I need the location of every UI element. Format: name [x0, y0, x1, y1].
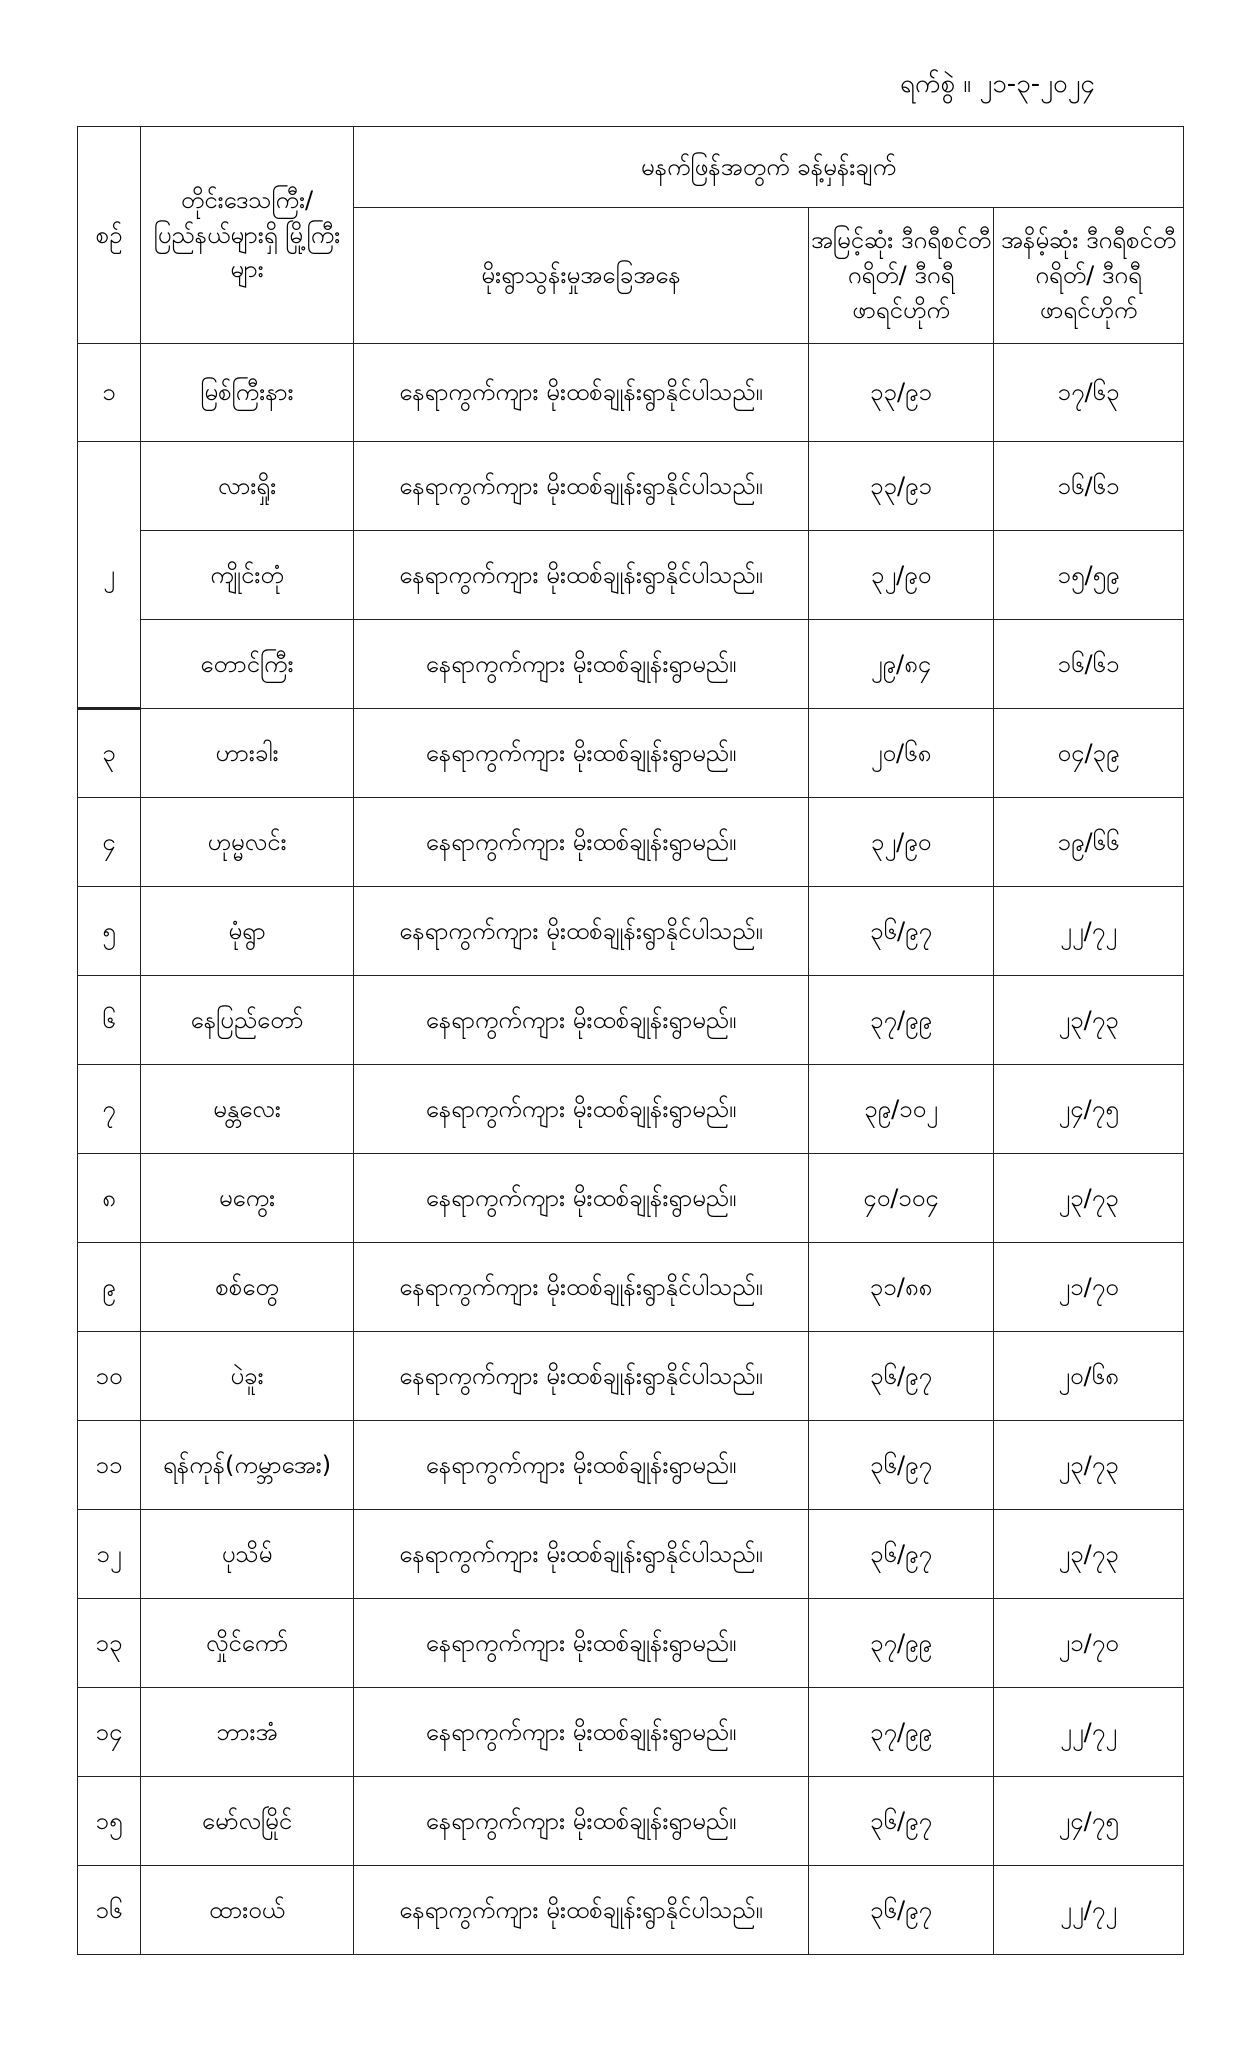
serial-no: ၁၄ [78, 1688, 141, 1777]
city-name: ဟုမ္မလင်း [141, 798, 354, 887]
table-row [78, 798, 1184, 887]
city-name: စစ်တွေ [141, 1243, 354, 1332]
max-temp: ၃၆/၉၇ [809, 1421, 994, 1510]
serial-no: ၁၃ [78, 1599, 141, 1688]
min-temp: ၂၃/၇၃ [994, 1510, 1184, 1599]
city-name: လှိုင်ကော် [141, 1599, 354, 1688]
serial-no: ၁ [78, 344, 141, 442]
city-name: မန္တလေး [141, 1065, 354, 1154]
table-row [78, 1599, 1184, 1688]
city-name: ထားဝယ် [141, 1866, 354, 1955]
min-temp: ၂၃/၇၃ [994, 1421, 1184, 1510]
city-name: ဟားခါး [141, 709, 354, 798]
min-temp: ၂၃/၇၃ [994, 976, 1184, 1065]
table-row [78, 1777, 1184, 1866]
min-temp: ၂၁/၇၀ [994, 1599, 1184, 1688]
rain-condition: နေရာကွက်ကျား မိုးထစ်ချုန်းရွာနိုင်ပါသည်။ [354, 344, 809, 442]
min-temp: ၂၄/၇၅ [994, 1777, 1184, 1866]
header-row-top [78, 127, 1184, 208]
city-name: ရန်ကုန်(ကမ္ဘာအေး) [141, 1421, 354, 1510]
table-row [78, 1154, 1184, 1243]
max-temp: ၃၇/၉၉ [809, 976, 994, 1065]
max-temp: ၃၃/၉၁ [809, 442, 994, 531]
header-min-temp: အနိမ့်ဆုံး ဒီဂရီစင်တီဂရိတ်/ ဒီဂရီဖာရင်ဟိုက် [994, 208, 1184, 344]
min-temp: ၁၆/၆၁ [994, 620, 1184, 709]
city-name: ပဲခူး [141, 1332, 354, 1421]
max-temp: ၂၉/၈၄ [809, 620, 994, 709]
min-temp: ၁၅/၅၉ [994, 531, 1184, 620]
rain-condition: နေရာကွက်ကျား မိုးထစ်ချုန်းရွာနိုင်ပါသည်။ [354, 531, 809, 620]
max-temp: ၂၀/၆၈ [809, 709, 994, 798]
forecast-table [77, 126, 1184, 1955]
table-row [78, 1332, 1184, 1421]
serial-no: ၆ [78, 976, 141, 1065]
header-max-temp: အမြင့်ဆုံး ဒီဂရီစင်တီဂရိတ်/ ဒီဂရီဖာရင်ဟိုက် [809, 208, 994, 344]
header-serial-no: စဉ် [78, 127, 141, 344]
table-row [78, 620, 1184, 709]
header-rain-condition: မိုးရွာသွန်းမှုအခြေအနေ [354, 208, 809, 344]
rain-condition: နေရာကွက်ကျား မိုးထစ်ချုန်းရွာမည်။ [354, 709, 809, 798]
rain-condition: နေရာကွက်ကျား မိုးထစ်ချုန်းရွာမည်။ [354, 1599, 809, 1688]
min-temp: ၁၉/၆၆ [994, 798, 1184, 887]
rain-condition: နေရာကွက်ကျား မိုးထစ်ချုန်းရွာမည်။ [354, 1421, 809, 1510]
table-row [78, 1421, 1184, 1510]
max-temp: ၃၉/၁၀၂ [809, 1065, 994, 1154]
max-temp: ၃၂/၉၀ [809, 531, 994, 620]
rain-condition: နေရာကွက်ကျား မိုးထစ်ချုန်းရွာမည်။ [354, 1688, 809, 1777]
header-city: တိုင်းဒေသကြီး/ ပြည်နယ်များရှိ မြို့ကြီးများ [141, 127, 354, 344]
city-name: ဘားအံ [141, 1688, 354, 1777]
city-name: မကွေး [141, 1154, 354, 1243]
rain-condition: နေရာကွက်ကျား မိုးထစ်ချုန်းရွာမည်။ [354, 798, 809, 887]
max-temp: ၄၀/၁၀၄ [809, 1154, 994, 1243]
min-temp: ၁၆/၆၁ [994, 442, 1184, 531]
table-row [78, 1866, 1184, 1955]
serial-no: ၄ [78, 798, 141, 887]
serial-no: ၅ [78, 887, 141, 976]
city-name: နေပြည်တော် [141, 976, 354, 1065]
rain-condition: နေရာကွက်ကျား မိုးထစ်ချုန်းရွာနိုင်ပါသည်။ [354, 1332, 809, 1421]
serial-no: ၁၀ [78, 1332, 141, 1421]
max-temp: ၃၇/၉၉ [809, 1688, 994, 1777]
header-forecast-group: မနက်ဖြန်အတွက် ခန့်မှန်းချက် [354, 127, 1184, 208]
max-temp: ၃၂/၉၀ [809, 798, 994, 887]
serial-no: ၁၂ [78, 1510, 141, 1599]
min-temp: ၁၇/၆၃ [994, 344, 1184, 442]
table-row [78, 1510, 1184, 1599]
table-row [78, 887, 1184, 976]
city-name: မော်လမြိုင် [141, 1777, 354, 1866]
max-temp: ၃၇/၉၉ [809, 1599, 994, 1688]
rain-condition: နေရာကွက်ကျား မိုးထစ်ချုန်းရွာနိုင်ပါသည်။ [354, 887, 809, 976]
city-name: တောင်ကြီး [141, 620, 354, 709]
serial-no: ၁၆ [78, 1866, 141, 1955]
min-temp: ၂၃/၇၃ [994, 1154, 1184, 1243]
serial-no: ၃ [78, 709, 141, 798]
city-name: လားရှိုး [141, 442, 354, 531]
serial-no: ၈ [78, 1154, 141, 1243]
rain-condition: နေရာကွက်ကျား မိုးထစ်ချုန်းရွာနိုင်ပါသည်။ [354, 1510, 809, 1599]
max-temp: ၃၆/၉၇ [809, 1866, 994, 1955]
max-temp: ၃၁/၈၈ [809, 1243, 994, 1332]
min-temp: ၂၂/၇၂ [994, 1866, 1184, 1955]
city-name: ပုသိမ် [141, 1510, 354, 1599]
table-row [78, 1243, 1184, 1332]
max-temp: ၃၆/၉၇ [809, 1332, 994, 1421]
city-name: မြစ်ကြီးနား [141, 344, 354, 442]
city-name: မုံရွာ [141, 887, 354, 976]
report-date: ရက်စွဲ ။ ၂၁-၃-၂၀၂၄ [900, 69, 1095, 99]
max-temp: ၃၆/၉၇ [809, 887, 994, 976]
serial-no: ၁၁ [78, 1421, 141, 1510]
rain-condition: နေရာကွက်ကျား မိုးထစ်ချုန်းရွာမည်။ [354, 1777, 809, 1866]
city-name: ကျိုင်းတုံ [141, 531, 354, 620]
rain-condition: နေရာကွက်ကျား မိုးထစ်ချုန်းရွာနိုင်ပါသည်။ [354, 1866, 809, 1955]
table-row [78, 1688, 1184, 1777]
min-temp: ၀၄/၃၉ [994, 709, 1184, 798]
table-row [78, 344, 1184, 442]
serial-no: ၇ [78, 1065, 141, 1154]
max-temp: ၃၃/၉၁ [809, 344, 994, 442]
min-temp: ၂၂/၇၂ [994, 887, 1184, 976]
serial-no: ၁၅ [78, 1777, 141, 1866]
serial-no: ၂ [78, 442, 141, 709]
max-temp: ၃၆/၉၇ [809, 1777, 994, 1866]
min-temp: ၂၀/၆၈ [994, 1332, 1184, 1421]
min-temp: ၂၁/၇၀ [994, 1243, 1184, 1332]
max-temp: ၃၆/၉၇ [809, 1510, 994, 1599]
rain-condition: နေရာကွက်ကျား မိုးထစ်ချုန်းရွာမည်။ [354, 1065, 809, 1154]
table-row [78, 709, 1184, 798]
rain-condition: နေရာကွက်ကျား မိုးထစ်ချုန်းရွာနိုင်ပါသည်။ [354, 1243, 809, 1332]
serial-no: ၉ [78, 1243, 141, 1332]
min-temp: ၂၄/၇၅ [994, 1065, 1184, 1154]
rain-condition: နေရာကွက်ကျား မိုးထစ်ချုန်းရွာမည်။ [354, 1154, 809, 1243]
min-temp: ၂၂/၇၂ [994, 1688, 1184, 1777]
table-row [78, 442, 1184, 531]
table-row [78, 531, 1184, 620]
rain-condition: နေရာကွက်ကျား မိုးထစ်ချုန်းရွာမည်။ [354, 620, 809, 709]
rain-condition: နေရာကွက်ကျား မိုးထစ်ချုန်းရွာနိုင်ပါသည်။ [354, 442, 809, 531]
table-row [78, 1065, 1184, 1154]
rain-condition: နေရာကွက်ကျား မိုးထစ်ချုန်းရွာမည်။ [354, 976, 809, 1065]
table-row [78, 976, 1184, 1065]
